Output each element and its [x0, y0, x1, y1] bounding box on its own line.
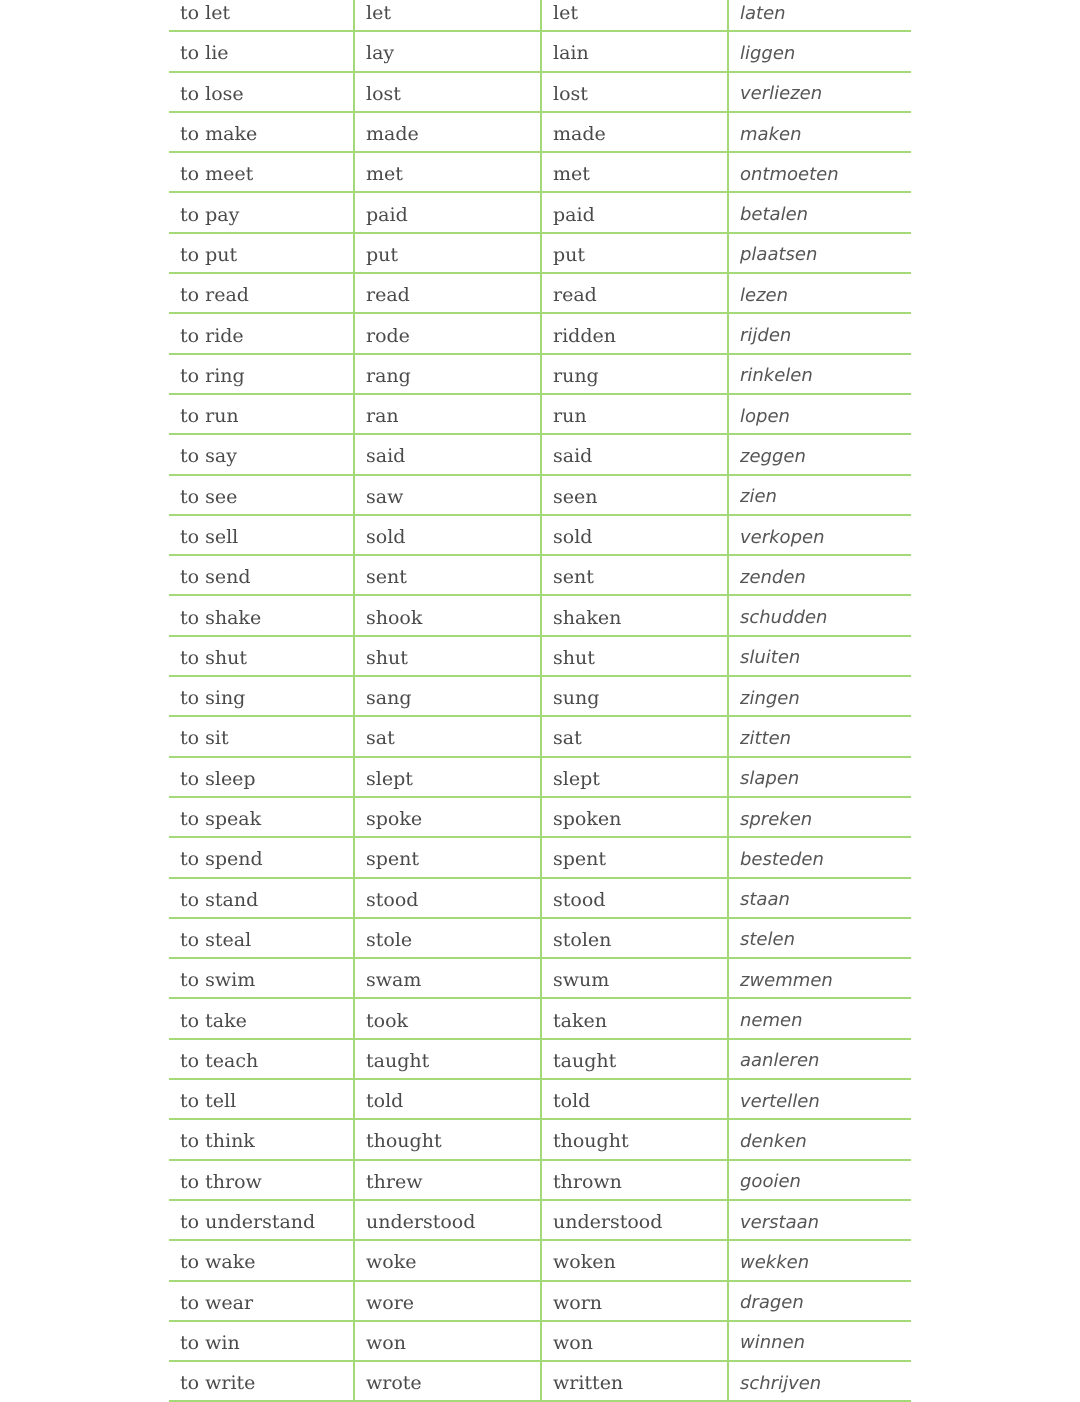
past-simple-cell: thought — [355, 1120, 542, 1158]
past-simple-cell: told — [355, 1080, 542, 1118]
past-simple-cell: threw — [355, 1161, 542, 1199]
translation-cell: laten — [740, 2, 786, 24]
translation-cell: stelen — [740, 929, 795, 951]
table-row — [169, 1362, 911, 1402]
table-row — [169, 1322, 911, 1362]
infinitive-cell: to win — [169, 1322, 355, 1360]
table-row — [169, 1241, 911, 1281]
infinitive-cell: to lose — [169, 73, 355, 111]
past-participle-cell: lost — [542, 73, 729, 111]
past-simple-cell: put — [355, 234, 542, 272]
translation-cell: zingen — [740, 687, 800, 709]
table-row — [169, 999, 911, 1039]
table-row — [169, 355, 911, 395]
translation-cell: zenden — [740, 566, 806, 588]
table-row — [169, 879, 911, 919]
past-participle-cell: understood — [542, 1201, 729, 1239]
past-participle-cell: paid — [542, 193, 729, 231]
past-participle-cell: said — [542, 435, 729, 473]
translation-cell: liggen — [740, 42, 796, 64]
infinitive-cell: to teach — [169, 1040, 355, 1078]
translation-cell: schudden — [740, 607, 828, 629]
translation-cell: lezen — [740, 284, 789, 306]
past-participle-cell: spent — [542, 838, 729, 876]
past-participle-cell: read — [542, 274, 729, 312]
translation-cell: zeggen — [740, 445, 806, 467]
past-simple-cell: spoke — [355, 798, 542, 836]
infinitive-cell: to steal — [169, 919, 355, 957]
past-simple-cell: shut — [355, 637, 542, 675]
table-row — [169, 959, 911, 999]
infinitive-cell: to ring — [169, 355, 355, 393]
table-row — [169, 234, 911, 274]
infinitive-cell: to swim — [169, 959, 355, 997]
infinitive-cell: to run — [169, 395, 355, 433]
past-simple-cell: sent — [355, 556, 542, 594]
translation-cell: vertellen — [740, 1090, 820, 1112]
past-simple-cell: took — [355, 999, 542, 1037]
translation-cell: zwemmen — [740, 969, 833, 991]
infinitive-cell: to send — [169, 556, 355, 594]
translation-cell: betalen — [740, 204, 809, 226]
past-participle-cell: rung — [542, 355, 729, 393]
table-row — [169, 919, 911, 959]
past-simple-cell: stood — [355, 879, 542, 917]
infinitive-cell: to understand — [169, 1201, 355, 1239]
table-row — [169, 556, 911, 596]
infinitive-cell: to tell — [169, 1080, 355, 1118]
past-participle-cell: stolen — [542, 919, 729, 957]
infinitive-cell: to stand — [169, 879, 355, 917]
translation-cell: zien — [740, 486, 777, 508]
table-row — [169, 516, 911, 556]
translation-cell: wekken — [740, 1251, 810, 1273]
table-row — [169, 1120, 911, 1160]
past-simple-cell: rode — [355, 314, 542, 352]
table-row — [169, 677, 911, 717]
past-simple-cell: taught — [355, 1040, 542, 1078]
past-simple-cell: ran — [355, 395, 542, 433]
translation-cell: sluiten — [740, 647, 801, 669]
infinitive-cell: to let — [169, 0, 355, 30]
past-simple-cell: understood — [355, 1201, 542, 1239]
past-participle-cell: thought — [542, 1120, 729, 1158]
infinitive-cell: to make — [169, 113, 355, 151]
table-row — [169, 1161, 911, 1201]
table-row — [169, 193, 911, 233]
past-participle-cell: swum — [542, 959, 729, 997]
past-simple-cell: stole — [355, 919, 542, 957]
past-simple-cell: paid — [355, 193, 542, 231]
past-simple-cell: sat — [355, 717, 542, 755]
past-participle-cell: ridden — [542, 314, 729, 352]
infinitive-cell: to spend — [169, 838, 355, 876]
translation-cell: winnen — [740, 1332, 806, 1354]
infinitive-cell: to speak — [169, 798, 355, 836]
past-participle-cell: worn — [542, 1282, 729, 1320]
translation-cell: dragen — [740, 1292, 804, 1314]
past-simple-cell: saw — [355, 476, 542, 514]
infinitive-cell: to shut — [169, 637, 355, 675]
infinitive-cell: to lie — [169, 32, 355, 70]
table-row — [169, 637, 911, 677]
irregular-verbs-table — [169, 0, 911, 1402]
infinitive-cell: to sell — [169, 516, 355, 554]
past-participle-cell: sat — [542, 717, 729, 755]
table-row — [169, 1040, 911, 1080]
past-simple-cell: met — [355, 153, 542, 191]
past-participle-cell: stood — [542, 879, 729, 917]
translation-cell: rinkelen — [740, 365, 813, 387]
past-participle-cell: let — [542, 0, 729, 30]
table-row — [169, 113, 911, 153]
past-simple-cell: rang — [355, 355, 542, 393]
past-participle-cell: sung — [542, 677, 729, 715]
translation-cell: denken — [740, 1130, 807, 1152]
past-participle-cell: run — [542, 395, 729, 433]
table-row — [169, 838, 911, 878]
translation-cell: zitten — [740, 727, 792, 749]
infinitive-cell: to ride — [169, 314, 355, 352]
past-participle-cell: made — [542, 113, 729, 151]
table-row — [169, 73, 911, 113]
table-row — [169, 153, 911, 193]
past-participle-cell: woken — [542, 1241, 729, 1279]
table-row — [169, 0, 911, 32]
infinitive-cell: to think — [169, 1120, 355, 1158]
table-row — [169, 1201, 911, 1241]
table-row — [169, 476, 911, 516]
past-simple-cell: lost — [355, 73, 542, 111]
infinitive-cell: to read — [169, 274, 355, 312]
infinitive-cell: to take — [169, 999, 355, 1037]
past-participle-cell: met — [542, 153, 729, 191]
past-participle-cell: sold — [542, 516, 729, 554]
table-row — [169, 435, 911, 475]
table-row — [169, 274, 911, 314]
translation-cell: verliezen — [740, 83, 823, 105]
past-simple-cell: shook — [355, 596, 542, 634]
past-simple-cell: spent — [355, 838, 542, 876]
infinitive-cell: to wear — [169, 1282, 355, 1320]
translation-cell: lopen — [740, 405, 790, 427]
past-participle-cell: slept — [542, 758, 729, 796]
translation-cell: plaatsen — [740, 244, 818, 266]
table-row — [169, 758, 911, 798]
table-row — [169, 596, 911, 636]
translation-cell: aanleren — [740, 1050, 820, 1072]
past-simple-cell: lay — [355, 32, 542, 70]
past-participle-cell: sent — [542, 556, 729, 594]
past-participle-cell: shaken — [542, 596, 729, 634]
table-row — [169, 798, 911, 838]
translation-cell: nemen — [740, 1010, 803, 1032]
past-simple-cell: let — [355, 0, 542, 30]
past-participle-cell: told — [542, 1080, 729, 1118]
past-simple-cell: swam — [355, 959, 542, 997]
past-participle-cell: put — [542, 234, 729, 272]
past-simple-cell: sold — [355, 516, 542, 554]
past-simple-cell: slept — [355, 758, 542, 796]
past-simple-cell: read — [355, 274, 542, 312]
infinitive-cell: to wake — [169, 1241, 355, 1279]
past-participle-cell: taught — [542, 1040, 729, 1078]
translation-cell: maken — [740, 123, 802, 145]
table-row — [169, 1080, 911, 1120]
infinitive-cell: to put — [169, 234, 355, 272]
translation-cell: staan — [740, 889, 790, 911]
past-participle-cell: spoken — [542, 798, 729, 836]
table-row — [169, 1282, 911, 1322]
past-simple-cell: wore — [355, 1282, 542, 1320]
infinitive-cell: to say — [169, 435, 355, 473]
translation-cell: rijden — [740, 325, 792, 347]
past-simple-cell: said — [355, 435, 542, 473]
infinitive-cell: to shake — [169, 596, 355, 634]
past-participle-cell: shut — [542, 637, 729, 675]
infinitive-cell: to sit — [169, 717, 355, 755]
past-participle-cell: lain — [542, 32, 729, 70]
translation-cell: spreken — [740, 808, 813, 830]
table-row — [169, 395, 911, 435]
infinitive-cell: to see — [169, 476, 355, 514]
translation-cell: slapen — [740, 768, 800, 790]
past-participle-cell: thrown — [542, 1161, 729, 1199]
past-participle-cell: won — [542, 1322, 729, 1360]
table-row — [169, 717, 911, 757]
infinitive-cell: to write — [169, 1362, 355, 1400]
translation-cell: verstaan — [740, 1211, 820, 1233]
table-row — [169, 314, 911, 354]
translation-cell: ontmoeten — [740, 163, 839, 185]
infinitive-cell: to sleep — [169, 758, 355, 796]
past-simple-cell: sang — [355, 677, 542, 715]
past-participle-cell: written — [542, 1362, 729, 1400]
translation-cell: gooien — [740, 1171, 801, 1193]
translation-cell: verkopen — [740, 526, 825, 548]
translation-cell: schrijven — [740, 1372, 822, 1394]
past-participle-cell: taken — [542, 999, 729, 1037]
past-simple-cell: won — [355, 1322, 542, 1360]
infinitive-cell: to sing — [169, 677, 355, 715]
past-simple-cell: made — [355, 113, 542, 151]
table-row — [169, 32, 911, 72]
past-simple-cell: woke — [355, 1241, 542, 1279]
past-participle-cell: seen — [542, 476, 729, 514]
infinitive-cell: to meet — [169, 153, 355, 191]
infinitive-cell: to pay — [169, 193, 355, 231]
translation-cell: besteden — [740, 848, 824, 870]
infinitive-cell: to throw — [169, 1161, 355, 1199]
past-simple-cell: wrote — [355, 1362, 542, 1400]
